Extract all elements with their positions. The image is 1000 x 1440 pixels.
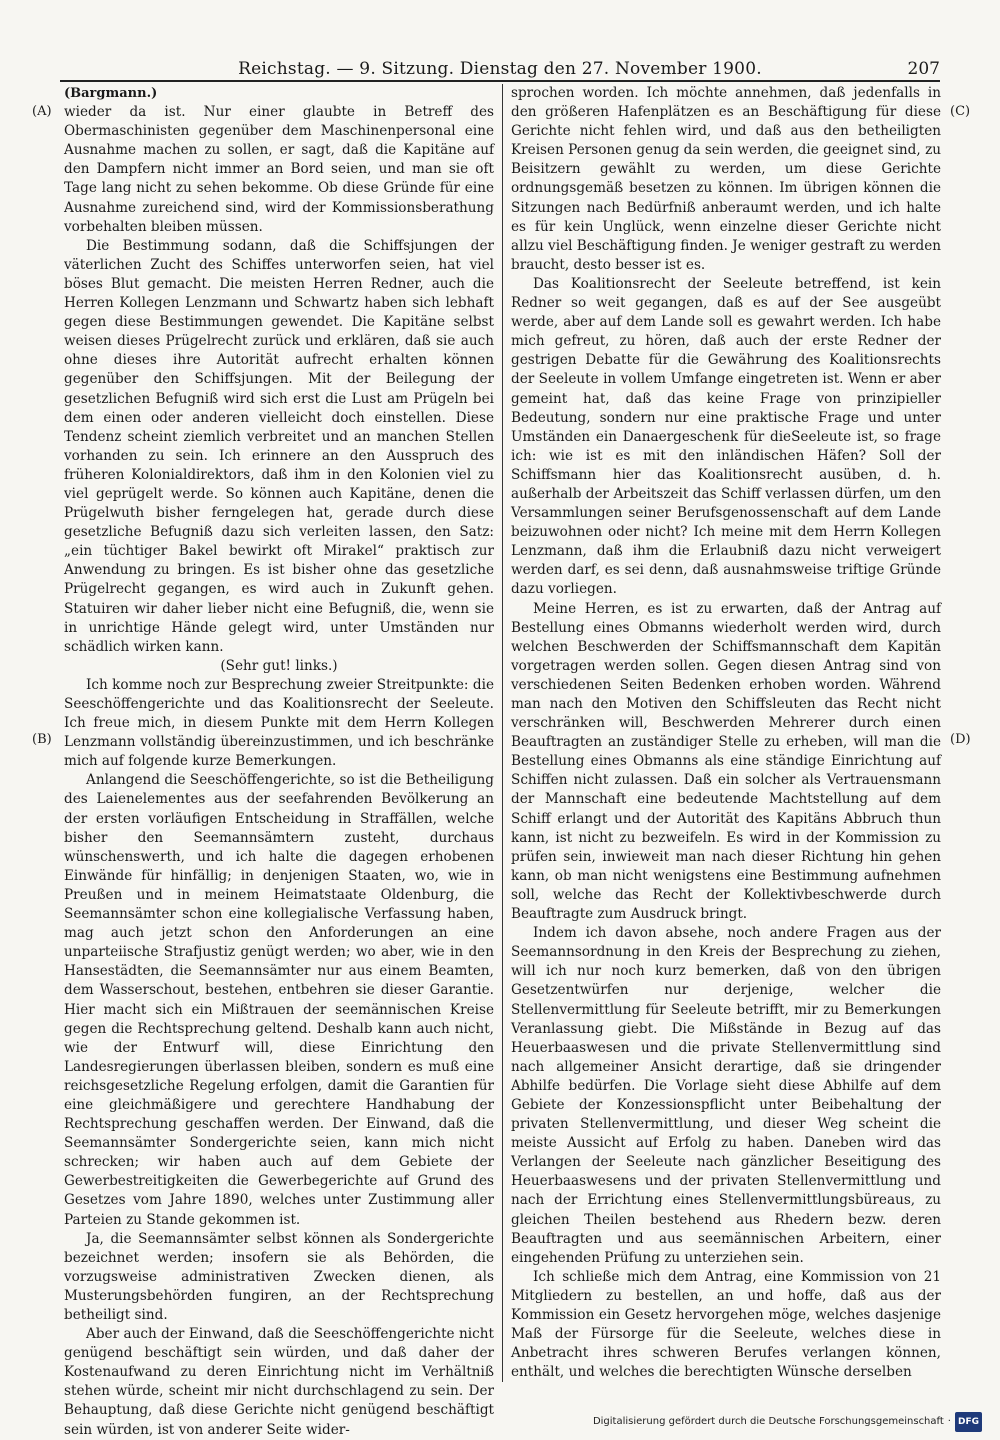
interjection: (Sehr gut! links.) [220,657,338,674]
page-number: 207 [907,59,940,79]
left-column [64,84,494,1438]
right-column [511,84,941,1384]
paragraph: Ja, die Seemannsämter selbst können als Sondergerichte bezeichnet werden; insofern sie als Behörden, die vorzugsweise administrativen Zwecken dienen, als Musterungsbehörden fungiren, an der Rechtsprechung betheiligt sind. [64,1230,494,1323]
margin-marker-a: (A) [32,104,52,119]
margin-marker-b: (B) [32,732,52,747]
paragraph: Ich komme noch zur Besprechung zweier Streitpunkte: die Seeschöffengerichte und das Koalitionsrecht der Seeleute. Ich freue mich, in diesem Punkte mit dem Herrn Kollegen Lenzmann vollständig übereinzustimmen, und ich beschränke mich auf folgende kurze Bemerkungen. [64,676,494,770]
footer-text: Digitalisierung gefördert durch die Deutsche Forschungsgemeinschaft [592,1416,944,1427]
paragraph: wieder da ist. Nur einer glaubte in Betreff des Obermaschinisten gegenüber dem Maschinenpersonal eine Ausnahme machen zu sollen, er sagt, daß die Kapitäne auf den Dampfern nicht immer an Bord seien, und man sie oft Tage lang nicht zu sehen bekomme. Ob diese Gründe für eine Ausnahme zureichend sind, wird der Kommissionsberathung vorbehalten bleiben müssen. [64,104,494,235]
paragraph: Meine Herren, es ist zu erwarten, daß der Antrag auf Bestellung eines Obmanns wiederholt werden wird, durch welchen Beschwerden der Schiffsmannschaft dem Kapitän vorgetragen werden sollen. Gegen diesen Antrag sind von verschiedenen Seiten Bedenken erhoben worden. Während man nach den Motiven den Schiffsleuten das Recht nicht verschränken will, Beschwerden Mehrerer durch einen Beauftragten an zuständiger Stelle zu erheben, will man die Bestellung eines Obmanns als eine ständige Einrichtung auf Schiffen nicht zulassen. Daß ein solcher als Vertrauensmann der Mannschaft eine bedeutende Machtstellung auf dem Schiff erlangt und der Autorität des Kapitäns Abbruch thun kann, ist nicht zu bezweifeln. Es wird in der Kommission zu prüfen sein, inwieweit man nach dieser Richtung hin gehen kann, ob man nicht wenigstens eine Bestimmung aufnehmen soll, welche das Recht der Kollektivbeschwerde durch Beauftragte zum Ausdruck bringt. [511,600,941,923]
digitization-footer: Digitalisierung gefördert durch die Deutsche Forschungsgemeinschaft · DFG [593,1413,982,1431]
header-rule [60,80,940,82]
paragraph: Aber auch der Einwand, daß die Seeschöffengerichte nicht genügend beschäftigt sein würden, und daß daher der Kostenaufwand zu deren Einrichtung nicht im Verhältniß stehen würde, scheint mir nicht durchschlagend zu sein. Der Behauptung, daß diese Gerichte nicht genügend beschäftigt sein würden, ist von anderer Seite wider- [64,1326,494,1438]
paragraph: sprochen worden. Ich möchte annehmen, daß jedenfalls in den größeren Hafenplätzen es an Beschäftigung für diese Gerichte nicht fehlen wird, und daß aus den betheiligten Kreisen Personen genug da sein werden, die geeignet sind, zu Beisitzern gewählt zu werden, um diese Gerichte ordnungsgemäß besetzen zu können. Im übrigen können die Sitzungen nach Bedürfniß anberaumt werden, und ich halte es für kein Unglück, wenn einzelne dieser Gerichte nicht allzu viel Beschäftigung finden. Je weniger gestraft zu werden braucht, desto besser ist es. [511,85,941,273]
margin-marker-c: (C) [950,104,971,119]
paragraph: Ich schließe mich dem Antrag, eine Kommission von 21 Mitgliedern zu bestellen, an und hoffe, daß aus der Kommission ein Gesetz hervorgehen möge, welches dasjenige Maß der Fürsorge für die Seeleute, welches diese in Anbetracht ihres schweren Berufes verlangen können, enthält, und welches die berechtigten Wünsche derselben [511,1268,941,1381]
running-title: Reichstag. — 9. Sitzung. Dienstag den 27. November 1900. [238,59,762,79]
paragraph: Anlangend die Seeschöffengerichte, so ist die Betheiligung des Laienelementes aus der seefahrenden Bevölkerung an der ersten vorläufigen Entscheidung in Straffällen, welche bisher den Seemannsämtern zusteht, durchaus wünschenswerth, und ich halte die dagegen erhobenen Einwände für hinfällig; in denjenigen Staaten, wo, wie in Preußen und in meinem Heimatstaate Oldenburg, die Seemannsämter schon eine kollegialische Verfassung haben, mag auch jetzt schon den Anforderungen an eine unparteiische Strafjustiz genügt werden; wo aber, wie in den Hansestädten, die Seemannsämter nur aus einem Beamten, dem Wasserschout, bestehen, entbehren sie dieser Garantie. Hier macht sich ein Mißtrauen der seemännischen Kreise gegen die Rechtsprechung geltend. Deshalb kann auch nicht, wie der Entwurf will, diese Einrichtung den Landesregierungen überlassen bleiben, sondern es muß eine reichsgesetzliche Regelung erfolgen, damit die Garantien für eine gleichmäßigere und gerechtere Handhabung der Rechtsprechung geschaffen werden. Der Einwand, daß die Seemannsämter Sondergerichte seien, kann mich nicht schrecken; wir haben auch auf dem Gebiete der Gewerbestreitigkeiten die Gewerbegerichte auf Grund des Gesetzes vom Jahre 1890, welches unter Zustimmung aller Parteien zu Stande gekommen ist. [64,772,494,1228]
speaker-name: (Bargmann.) [64,86,158,101]
paragraph: Die Bestimmung sodann, daß die Schiffsjungen der väterlichen Zucht des Schiffes unterworfen seien, hat viel böses Blut gemacht. Die meisten Herren Redner, auch die Herren Kollegen Lenzmann und Schwartz haben sich lebhaft gegen diese Bestimmungen gewendet. Die Kapitäne selbst weisen dieses Prügelrecht zurück und erklären, daß sie auch ohne dieses ihre Autorität aufrecht erhalten können gegenüber den Schiffsjungen. Mit der Beilegung der gesetzlichen Befugniß wird sich erst die Lust am Prügeln bei dem einen oder anderen vielleicht doch einstellen. Diese Tendenz scheint ziemlich verbreitet und an manchen Stellen vorhanden zu sein. Ich erinnere an den Ausspruch des früheren Kolonialdirektors, daß ihm in den Kolonien viel zu viel geprügelt werde. So können auch Kapitäne, denen die Prügelwuth bisher ferngelegen hat, gerade durch diese gesetzliche Befugniß dazu sich verleiten lassen, den Satz: „ein tüchtiger Bakel bewirkt oft Mirakel“ praktisch zur Anwendung zu bringen. Es ist bisher ohne das gesetzliche Prügelrecht gegangen, es wird auch in Zukunft gehen. Statuiren wir daher lieber nicht eine Befugniß, die, wenn sie in unrichtige Hände gelegt wird, unter Umständen nur schädlich wirken kann. [64,237,494,655]
margin-marker-d: (D) [950,732,971,747]
paragraph: Das Koalitionsrecht der Seeleute betreffend, ist kein Redner so weit gegangen, daß es auf der See ausgeübt werde, aber auf dem Lande soll es gewahrt werden. Ich habe mich gefreut, zu hören, daß auch der erste Redner der gestrigen Debatte für die Gewährung des Koalitionsrechts der Seeleute in vollem Umfange eingetreten ist. Wenn er aber gemeint hat, daß das keine Frage von prinzipieller Bedeutung, sondern nur eine praktische Frage und unter Umständen ein Danaergeschenk für dieSeeleute ist, so frage ich: wie ist es mit den inländischen Häfen? Soll der Schiffsmann hier das Koalitionsrecht ausüben, d. h. außerhalb der Arbeitszeit das Schiff verlassen dürfen, um den Versammlungen seiner Berufsgenossenschaft auf dem Lande beizuwohnen oder nicht? Ich meine mit dem Herrn Kollegen Lenzmann, daß ihm die Erlaubniß dazu nicht verweigert werden darf, es sei denn, daß ausnahmsweise triftige Gründe dazu vorliegen. [511,275,941,598]
column-divider [502,84,503,1382]
dfg-logo-icon: DFG [955,1412,982,1432]
paragraph: Indem ich davon absehe, noch andere Fragen aus der Seemannsordnung in den Kreis der Besprechung zu ziehen, will ich nur noch kurz bemerken, daß von den übrigen Gesetzentwürfen nur derjenige, welcher die Stellenvermittlung für Seeleute betrifft, mir zu Bemerkungen Veranlassung giebt. Die Mißstände in Bezug auf das Heuerbaaswesen und die private Stellenvermittlung sind nach allgemeiner Ansicht derartige, daß sie dringender Abhilfe bedürfen. Die Vorlage sieht diese Abhilfe auf dem Gebiete der Konzessionspflicht unter Beibehaltung der privaten Stellenvermittlung, und dieser Weg scheint die meiste Aussicht auf Erfolg zu haben. Daneben wird das Verlangen der Seeleute nach gänzlicher Beseitigung des Heuerbaaswesens und der privaten Stellenvermittlung und nach der Errichtung eines Stellenvermittlungsbüreaus, zu gleichen Theilen bestehend aus Rhedern bezw. deren Beauftragten und aus seemännischen Arbeitern, einer eingehenden Prüfung zu unterziehen sein. [511,925,941,1266]
